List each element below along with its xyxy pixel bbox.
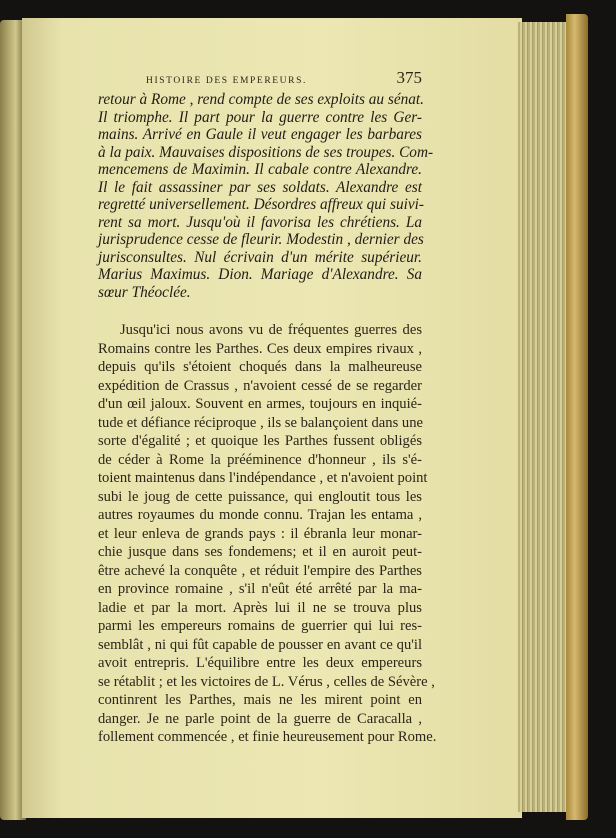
summary-line: mencemens de Maximin. Il cabale contre Alexandre.	[98, 161, 422, 178]
chapter-summary	[98, 91, 434, 301]
text-line: danger. Je ne parle point de la guerre de Caracalla ,	[98, 710, 422, 727]
summary-line: mains. Arrivé en Gaule il veut engager les barbares	[98, 126, 422, 143]
summary-line: jurisprudence cesse de fleurir. Modestin , dernier des	[98, 231, 424, 248]
text-line: de céder à Rome la prééminence d'honneur , ils s'é-	[98, 451, 422, 468]
text-line: autres royaumes du monde connu. Trajan les entama ,	[98, 507, 422, 523]
text-line: tude et défiance réciproque , ils se balançoient dans une	[98, 414, 423, 431]
summary-line: retour à Rome , rend compte de ses exploits au sénat.	[98, 91, 424, 108]
summary-line: Marius Maximus. Dion. Mariage d'Alexandre. Sa	[98, 266, 422, 283]
text-line: en province romaine , s'il n'eût été arrêté par la ma-	[98, 581, 422, 597]
summary-line: sœur Théoclée.	[98, 283, 191, 301]
text-line: expédition de Crassus , n'avoient cessé de se regarder	[98, 377, 422, 394]
text-line: chie jusque dans ses fondemens; et il en auroit peut-	[98, 544, 422, 560]
running-title: HISTOIRE DES EMPEREURS.	[146, 76, 307, 86]
text-line: et leur enleva de grands pays : il ébranla leur monar-	[98, 525, 422, 542]
summary-line: rent sa mort. Jusqu'où il favorisa les chrétiens. La	[98, 213, 422, 231]
text-line: toient maintenus dans l'indépendance , et n'avoient point	[98, 470, 428, 486]
text-line: sorte d'égalité ; et quoique les Parthes fussent obligés	[98, 433, 422, 449]
text-line: semblât , ni qui fût capable de pousser en avant ce qu'il	[98, 636, 422, 653]
text-line: être achevé la conquête , et réduit l'empire des Parthes	[98, 562, 422, 579]
text-line: ladie et par la mort. Après lui il ne se trouva plus	[98, 599, 422, 616]
text-line: continrent les Parthes, mais ne les mirent point en	[98, 692, 422, 708]
body-paragraph	[98, 321, 437, 747]
page-header	[98, 68, 422, 88]
text-line: subi le joug de cette puissance, qui engloutit tous les	[98, 488, 422, 505]
text-line: Romains contre les Parthes. Ces deux empires rivaux ,	[98, 340, 422, 357]
text-line: depuis qu'ils s'étoient choqués dans la malheureuse	[98, 359, 422, 375]
text-line: parmi les empereurs romains de guerrier qui lui res-	[98, 618, 422, 634]
summary-line: jurisconsultes. Nul écrivain d'un mérite supérieur.	[98, 248, 422, 266]
summary-line: Il triomphe. Il part pour la guerre contre les Ger-	[98, 108, 422, 126]
text-line: se rétablit ; et les victoires de L. Vérus , celles de Sévère ,	[98, 673, 435, 690]
text-line: follement commencée , et finie heureusement pour Rome.	[98, 729, 437, 745]
text-line: d'un œil jaloux. Souvent en armes, toujours en inquié-	[98, 396, 422, 412]
page-edges	[518, 22, 568, 812]
text-line: Jusqu'ici nous avons vu de fréquentes guerres des	[120, 322, 422, 338]
text-line: avoit entrepris. L'équilibre entre les deux empereurs	[98, 655, 422, 671]
summary-line: à la paix. Mauvaises dispositions de ses troupes. Com-	[98, 143, 434, 161]
page-number: 375	[396, 68, 422, 87]
summary-line: regretté universellement. Désordres affreux qui suivi-	[98, 196, 424, 213]
summary-line: Il le fait assassiner par ses soldats. Alexandre est	[98, 178, 422, 196]
book-cover	[566, 14, 588, 820]
